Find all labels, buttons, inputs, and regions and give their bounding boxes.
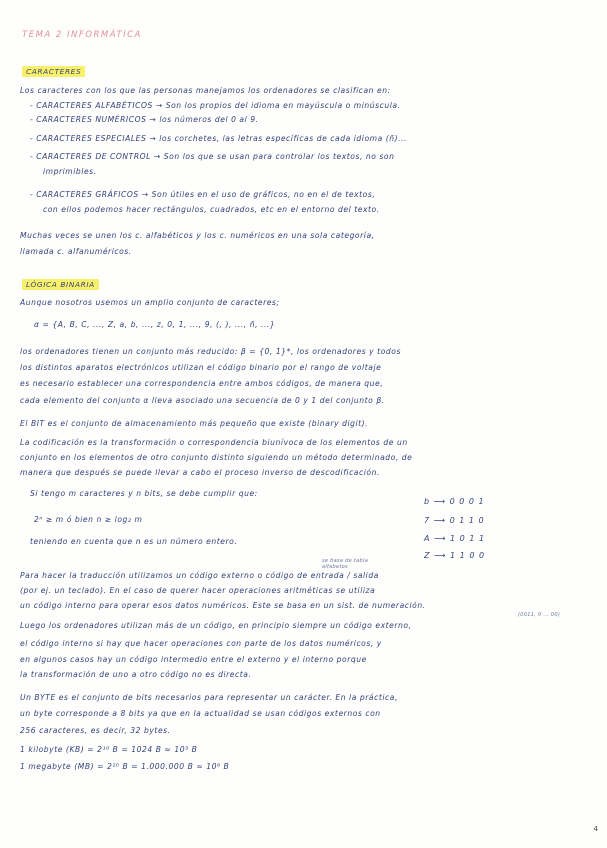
text-line: Para hacer la traducción utilizamos un código externo o código de entrada / salida <box>20 571 379 580</box>
map-code: 1 0 1 1 <box>450 534 486 543</box>
margin-note: alfabetos <box>322 564 348 570</box>
code-mapping-row: 7 ⟶ 0 1 1 0 <box>424 516 485 525</box>
text-line: 256 caracteres, es decir, 32 bytes. <box>20 726 171 735</box>
map-char: 7 <box>424 516 431 525</box>
text-line: el código interno si hay que hacer operaciones con parte de los datos numéricos, y <box>20 639 382 648</box>
text-line: (por ej. un teclado). En el caso de querer hacer operaciones aritméticas se utiliza <box>20 586 376 595</box>
section-heading-logica-binaria: LÓGICA BINARIA <box>22 279 99 290</box>
text-line: manera que después se puede llevar a cabo el proceso inverso de descodificación. <box>20 468 380 477</box>
text-line: - CARACTERES NUMÉRICOS → los números del 0 al 9. <box>30 115 259 124</box>
text-line: α = {A, B, C, ..., Z, a, b, ..., z, 0, 1, ..., 9, (, ), ..., ñ, ...} <box>34 320 276 329</box>
text-line: es necesario establecer una correspondencia entre ambos códigos, de manera que, <box>20 379 384 388</box>
code-mapping-row: A ⟶ 1 0 1 1 <box>424 534 486 543</box>
map-code: 0 0 0 1 <box>449 497 485 506</box>
map-char: b <box>424 497 431 506</box>
map-code: 0 1 1 0 <box>449 516 485 525</box>
text-line: la transformación de uno a otro código no es directa. <box>20 670 252 679</box>
formula-line: 1 kilobyte (KB) = 2¹⁰ B = 1024 B ≈ 10³ B <box>20 745 198 754</box>
text-line: conjunto en los elementos de otro conjunto distinto siguiendo un método determinado, de <box>20 453 413 462</box>
text-line: - CARACTERES DE CONTROL → Son los que se usan para controlar los textos, no son <box>30 152 395 161</box>
code-mapping-row: Z ⟶ 1 1 0 0 <box>424 551 486 560</box>
formula-line: 1 megabyte (MB) = 2²⁰ B = 1.000.000 B ≈ 10⁶ B <box>20 762 230 771</box>
code-mapping-row: b ⟶ 0 0 0 1 <box>424 497 485 506</box>
section-heading-caracteres: CARACTERES <box>22 66 85 77</box>
text-line: teniendo en cuenta que n es un número entero. <box>30 537 238 546</box>
margin-note: se basa de tabla <box>322 558 369 564</box>
margin-note: (0011, 0 ... 00) <box>518 612 561 618</box>
text-line: La codificación es la transformación o correspondencia biunívoca de los elementos de un <box>20 438 408 447</box>
text-line: - CARACTERES ALFABÉTICOS → Son los propios del idioma en mayúscula o minúscula. <box>30 101 401 110</box>
page-title: TEMA 2 INFORMÁTICA <box>22 30 142 40</box>
text-line: los distintos aparatos electrónicos utilizan el código binario por el rango de voltaje <box>20 363 382 372</box>
text-line: Luego los ordenadores utilizan más de un código, en principio siempre un código externo, <box>20 621 412 630</box>
page-number: 4 <box>593 825 598 833</box>
map-char: Z <box>424 551 431 560</box>
text-line: un código interno para operar esos datos numéricos. Este se basa en un sist. de numeración. <box>20 601 426 610</box>
text-line: Los caracteres con los que las personas manejamos los ordenadores se clasifican en: <box>20 86 391 95</box>
text-line: cada elemento del conjunto α lleva asociado una secuencia de 0 y 1 del conjunto β. <box>20 396 385 405</box>
text-line: un byte corresponde a 8 bits ya que en la actualidad se usan códigos externos con <box>20 709 381 718</box>
text-line: El BIT es el conjunto de almacenamiento más pequeño que existe (binary digit). <box>20 419 369 428</box>
text-line: Aunque nosotros usemos un amplio conjunto de caracteres; <box>20 298 280 307</box>
map-char: A <box>424 534 431 543</box>
text-line: - CARACTERES ESPECIALES → los corchetes, las letras específicas de cada idioma (ñ)... <box>30 134 408 143</box>
text-line: - CARACTERES GRÁFICOS → Son útiles en el uso de gráficos, no en el de textos, <box>30 190 376 199</box>
text-line: Un BYTE es el conjunto de bits necesarios para representar un carácter. En la práctica, <box>20 693 398 702</box>
formula-line: 2ⁿ ≥ m ó bien n ≥ log₂ m <box>34 515 143 524</box>
text-line: los ordenadores tienen un conjunto más reducido: β = {0, 1}*, los ordenadores y todos <box>20 347 401 356</box>
text-line: imprimibles. <box>43 167 97 176</box>
text-line: llamada c. alfanuméricos. <box>20 247 132 256</box>
text-line: Si tengo m caracteres y n bits, se debe cumplir que: <box>30 489 258 498</box>
text-line: con ellos podemos hacer rectángulos, cuadrados, etc en el entorno del texto. <box>43 205 380 214</box>
text-line: Muchas veces se unen los c. alfabéticos y los c. numéricos en una sola categoría, <box>20 231 375 240</box>
map-code: 1 1 0 0 <box>450 551 486 560</box>
text-line: en algunos casos hay un código intermedio entre el externo y el interno porque <box>20 655 367 664</box>
